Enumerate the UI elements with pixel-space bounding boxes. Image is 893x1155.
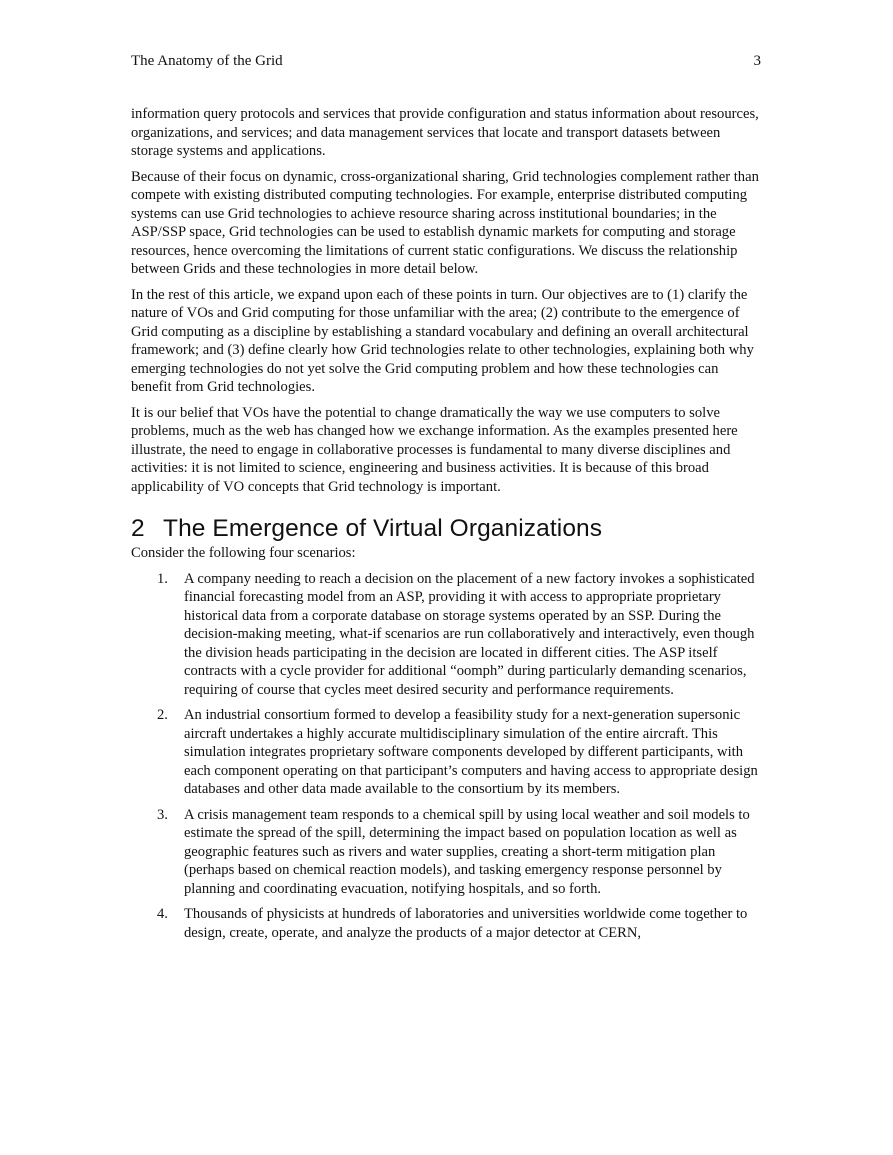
paragraph: It is our belief that VOs have the potential to change dramatically the way we use computers to solve problems, much as the web has changed how we exchange information. As the examples presented here illustrate, the need to engage in collaborative processes is fundamental to many diverse disciplines and activities: it is not limited to science, engineering and business activities. It is because of this broad applicability of VO concepts that Grid technology is important. <box>131 404 738 495</box>
paragraph: Because of their focus on dynamic, cross-organizational sharing, Grid technologies complement rather than compete with existing distributed computing technologies. For example, enterprise distributed computing systems can use Grid technologies to achieve resource sharing across institutional boundaries; in the ASP/SSP space, Grid technologies can be used to establish dynamic markets for computing and storage resources, hence overcoming the limitations of current static configurations. We discuss the relationship between Grids and these technologies in more detail below. <box>131 168 759 277</box>
list-item-number: 4. <box>157 906 168 922</box>
paragraph: In the rest of this article, we expand upon each of these points in turn. Our objectives are to (1) clarify the nature of VOs and Grid computing for those unfamiliar with the area; (2) contribute to the emergence of Grid computing as a discipline by establishing a standard vocabulary and defining an overall architectural framework; and (3) define clearly how Grid technologies relate to other technologies, explaining both why emerging technologies do not yet solve the Grid computing problem and how these technologies can benefit from Grid technologies. <box>131 286 754 395</box>
list-item-text: A company needing to reach a decision on the placement of a new factory invokes a sophisticated financial forecasting model from an ASP, providing it with access to appropriate proprietary historical data from a corporate database on storage systems operated by an SSP. During the decision-making meeting, what-if scenarios are run collaboratively and interactively, even though the division heads participating in the decision are located in different cities. The ASP itself contracts with a cycle provider for additional “oomph” during particularly demanding scenarios, requiring of course that cycles meet desired security and performance requirements. <box>184 570 755 698</box>
list-item-text: An industrial consortium formed to develop a feasibility study for a next-generation supersonic aircraft undertakes a highly accurate multidisciplinary simulation of the entire aircraft. This simulation integrates proprietary software components developed by different participants, with each component operating on that participant’s computers and having access to appropriate design databases and other data made available to the consortium by its members. <box>184 707 758 797</box>
page-header <box>131 52 761 72</box>
list-item-text: A crisis management team responds to a chemical spill by using local weather and soil models to estimate the spread of the spill, determining the impact based on population location as well as geographic features such as rivers and water supplies, creating a short-term mitigation plan (perhaps based on chemical reaction models), and tasking emergency response personnel by planning and coordinating evacuation, notifying hospitals, and so forth. <box>184 806 750 897</box>
list-item <box>131 706 761 799</box>
section-heading <box>131 514 761 544</box>
page-number: 3 <box>753 53 761 69</box>
section-number: 2 <box>131 515 145 542</box>
running-title: The Anatomy of the Grid <box>131 53 283 69</box>
section-intro: Consider the following four scenarios: <box>131 545 356 561</box>
list-item-number: 3. <box>157 806 168 823</box>
section-title: The Emergence of Virtual Organizations <box>163 515 603 542</box>
list-item <box>131 570 761 700</box>
list-item-text: Thousands of physicists at hundreds of laboratories and universities worldwide come together to design, create, operate, and analyze the products of a major detector at CERN, <box>184 906 748 941</box>
list-item-number: 1. <box>157 570 168 587</box>
paragraph: information query protocols and services that provide configuration and status information about resources, organizations, and services; and data management services that locate and transport datasets between storage systems and applications. <box>131 106 759 159</box>
list-item <box>131 806 761 899</box>
list-item-number: 2. <box>157 707 168 723</box>
list-item <box>131 905 761 942</box>
page-body <box>131 105 761 949</box>
scenario-list <box>131 570 761 943</box>
